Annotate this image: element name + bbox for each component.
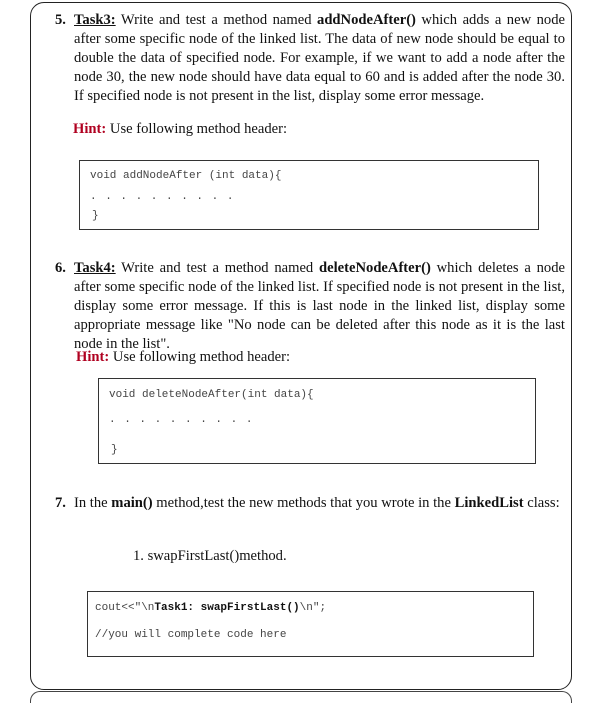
task-5-hint: Hint: Use following method header: bbox=[73, 121, 288, 137]
task-6-code-close: } bbox=[111, 444, 118, 456]
next-page-frame bbox=[30, 691, 572, 703]
task-7-list-item: 1. swapFirstLast()method. bbox=[133, 548, 287, 564]
task-5-method-name: addNodeAfter() bbox=[317, 12, 416, 28]
task-5-number: 5. bbox=[55, 12, 66, 28]
task-5-code-header: void addNodeAfter (int data){ bbox=[90, 170, 282, 182]
task-6-description: Task4: Write and test a method named deleteNodeAfter() which deletes a node after some specific node of the linked list. If specified node is not present in the list, display some error message. If this is last node in the linked list, display some appropriate message like "No node can be deleted after this node as it is the last node in the list". bbox=[74, 260, 566, 352]
task-5-code-close: } bbox=[92, 210, 99, 222]
task-7-description: In the main() method,test the new methods that you wrote in the LinkedList class: bbox=[74, 495, 560, 511]
task-6-code-header: void deleteNodeAfter(int data){ bbox=[109, 389, 314, 401]
task-5-code-box bbox=[79, 160, 539, 230]
task-5 bbox=[55, 11, 565, 106]
task-6-code-dots: . . . . . . . . . . bbox=[109, 414, 254, 426]
task-7-code-line: cout<<"\nTask1: swapFirstLast()\n"; bbox=[95, 602, 327, 614]
task-7-number: 7. bbox=[55, 495, 66, 511]
task-7-code-comment: //you will complete code here bbox=[95, 629, 287, 641]
task-5-title: Task3: bbox=[74, 12, 116, 28]
task-6-code-box bbox=[98, 378, 536, 464]
task-6 bbox=[55, 259, 565, 354]
task-7-code-box bbox=[87, 591, 534, 657]
task-6-number: 6. bbox=[55, 260, 66, 276]
task-7-main: main() bbox=[111, 495, 153, 511]
task-6-method-name: deleteNodeAfter() bbox=[319, 260, 431, 276]
task-7 bbox=[55, 494, 565, 513]
task-6-title: Task4: bbox=[74, 260, 116, 276]
task-6-hint: Hint: Use following method header: bbox=[76, 349, 291, 365]
task-5-description: Task3: Write and test a method named addNodeAfter() which adds a new node after some specific node of the linked list. The data of new node should be equal to double the data of specified node. For example, if we want to add a node after the node 30, the new node should have data equal to 60 and is added after the node 30. If specified node is not present in the list, display some error message. bbox=[74, 12, 565, 104]
task-5-code-dots: . . . . . . . . . . bbox=[90, 191, 235, 203]
task-7-class: LinkedList bbox=[454, 495, 524, 511]
